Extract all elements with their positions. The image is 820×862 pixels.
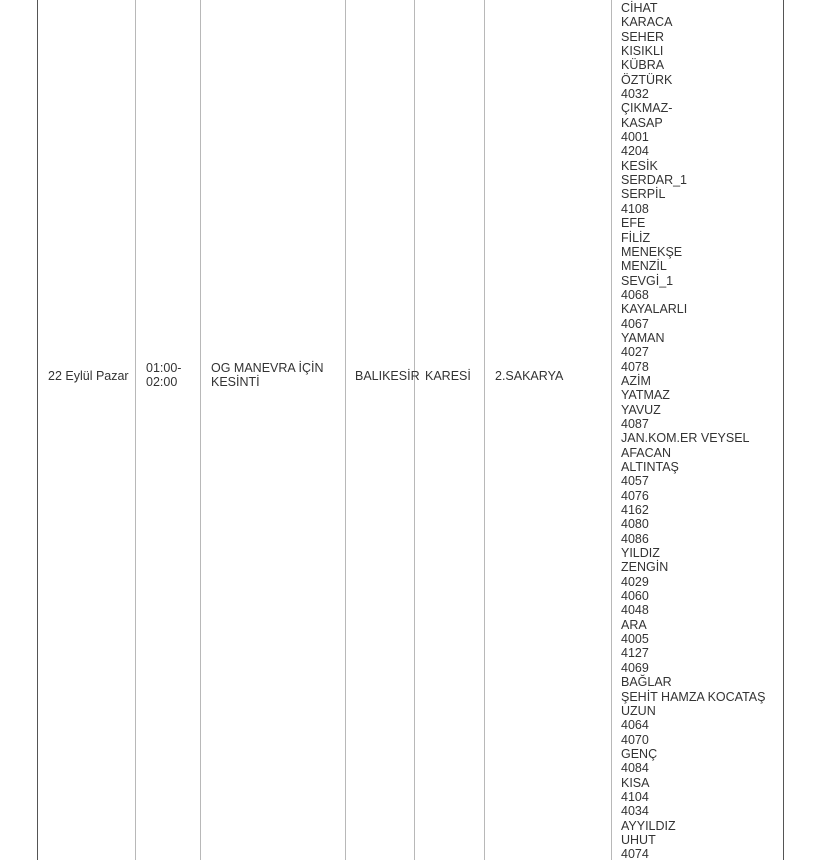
district-cell [425, 369, 471, 383]
street-item: KAYALARLI [621, 302, 688, 317]
table-border-left [37, 0, 38, 860]
street-item: ÖZTÜRK [621, 72, 673, 87]
column-divider [484, 0, 485, 860]
street-item: ÇIKMAZ- [621, 101, 673, 116]
street-item: 4076 [621, 488, 649, 503]
reason-text-line2: KESİNTİ [211, 375, 260, 390]
street-item: 4084 [621, 761, 649, 776]
table-border-right [783, 0, 784, 860]
column-divider [135, 0, 136, 860]
street-item: FİLİZ [621, 230, 651, 245]
street-item: SEVGİ_1 [621, 273, 674, 288]
street-item: 4080 [621, 517, 649, 532]
street-item: YATMAZ [621, 388, 670, 403]
street-item: EFE [621, 216, 646, 231]
street-item: 4078 [621, 359, 649, 374]
street-item: 4032 [621, 87, 649, 102]
street-item: BAĞLAR [621, 675, 672, 690]
street-item: 4001 [621, 130, 649, 145]
street-item: KISIKLI [621, 44, 664, 59]
street-item: SERPİL [621, 187, 666, 202]
street-item: UZUN [621, 703, 656, 718]
street-item: 4057 [621, 474, 649, 489]
street-item: KESİK [621, 158, 658, 173]
street-item: 4060 [621, 589, 649, 604]
street-item: 4034 [621, 804, 649, 819]
street-item: JAN.KOM.ER VEYSEL [621, 431, 750, 446]
time-start-text: 01:00- [146, 361, 182, 375]
street-item: 4068 [621, 287, 649, 302]
street-item: AYYILDIZ [621, 818, 676, 833]
street-item: 4074 [621, 847, 649, 862]
street-item: CİHAT [621, 1, 658, 15]
street-item: KARACA [621, 15, 673, 30]
time-cell [146, 361, 181, 390]
street-item: 4027 [621, 345, 649, 360]
neighborhood-cell [495, 369, 563, 383]
street-item: MENEKŞE [621, 244, 683, 259]
street-item: ŞEHİT HAMZA KOCATAŞ [621, 689, 766, 704]
column-divider [414, 0, 415, 860]
street-item: 4005 [621, 632, 649, 647]
street-item: KASAP [621, 115, 663, 130]
column-divider [611, 0, 612, 860]
street-list [621, 1, 765, 862]
street-item: 4104 [621, 789, 649, 804]
street-item: 4064 [621, 718, 649, 733]
street-item: ZENGİN [621, 560, 669, 575]
street-item: 4070 [621, 732, 649, 747]
time-end-text: 02:00 [146, 375, 178, 390]
street-item: KÜBRA [621, 58, 665, 73]
column-divider [345, 0, 346, 860]
street-item: 4067 [621, 316, 649, 331]
street-item: 4108 [621, 201, 649, 216]
street-item: KISA [621, 775, 650, 790]
street-item: 4204 [621, 144, 649, 159]
street-item: AZİM [621, 373, 651, 388]
street-item: 4048 [621, 603, 649, 618]
date-text: 22 Eylül Pazar [48, 369, 129, 383]
street-item: 4127 [621, 646, 649, 661]
column-divider [200, 0, 201, 860]
street-item: YILDIZ [621, 546, 660, 561]
street-item: YAMAN [621, 330, 665, 345]
street-item: 4069 [621, 660, 649, 675]
reason-text-line1: OG MANEVRA İÇİN [211, 361, 324, 375]
street-item: ARA [621, 617, 647, 632]
street-item: ALTINTAŞ [621, 460, 679, 474]
street-item: 4029 [621, 574, 649, 589]
street-item: MENZİL [621, 259, 667, 274]
street-item: GENÇ [621, 746, 658, 761]
reason-cell [211, 361, 324, 390]
street-item: AFACAN [621, 445, 672, 460]
street-item: 4086 [621, 531, 649, 546]
street-item: SEHER [621, 29, 665, 44]
street-item: SERDAR_1 [621, 173, 687, 188]
street-item: 4087 [621, 416, 649, 431]
province-text: BALIKESİR [355, 369, 420, 383]
province-cell [355, 369, 420, 383]
street-item: 4162 [621, 503, 649, 518]
street-item: YAVUZ [621, 402, 661, 417]
neighborhood-text: 2.SAKARYA [495, 369, 564, 383]
district-text: KARESİ [425, 369, 471, 383]
date-cell [48, 369, 129, 383]
street-item: UHUT [621, 832, 656, 847]
